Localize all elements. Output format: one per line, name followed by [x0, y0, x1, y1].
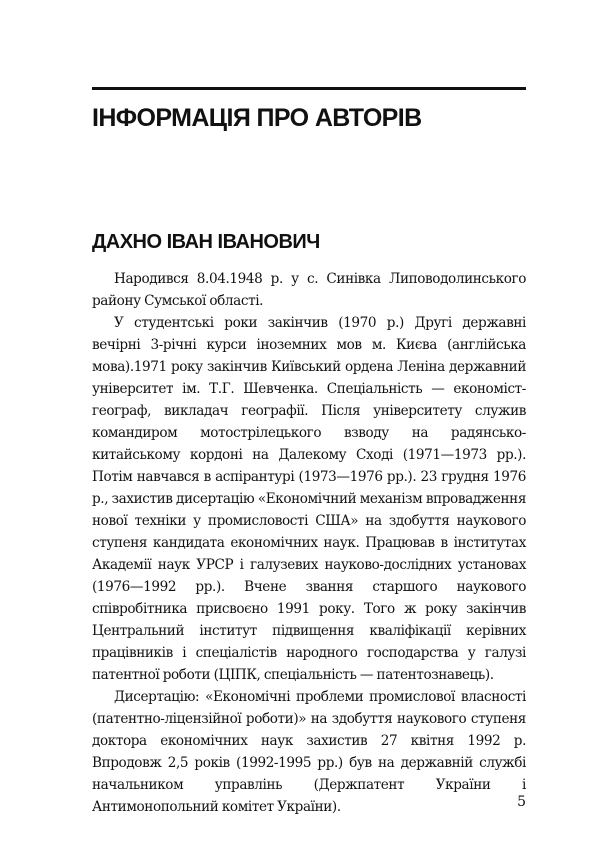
bio-paragraph-birth: Народився 8.04.1948 р. у с. Синівка Липоводолинського району Сумської області.	[92, 271, 526, 309]
page-number: 5	[517, 794, 526, 810]
section-title: ІНФОРМАЦІЯ ПРО АВТОРІВ	[92, 104, 422, 132]
author-name: ДАХНО ІВАН ІВАНОВИЧ	[92, 231, 320, 253]
author-biography	[92, 268, 526, 818]
bio-paragraph-career: У студентські роки закінчив (1970 р.) Другі державні вечірні 3-річні курси іноземних мов м. Києва (англійська мова).1971 року закінчив Київський ордена Леніна державний університет ім. Т.Г. Шевченка. Спеціальність — економіст-географ, викладач географії. Після університету служив командиром мотострілецького взводу на радянсько-китайському кордоні на Далекому Сході (1971—1973 рр.). Потім навчався в аспірантурі (1973—1976 рр.). 23 грудня 1976 р., захистив дисертацію «Економічний механізм впровадження нової техніки у промисловості США» на здобуття наукового ступеня кандидата економічних наук. Працював в інститутах Академії наук УРСР і галузевих науково-дослідних установах (1976—1992 рр.). Вчене звання старшого наукового співробітника присвоєно 1991 року. Того ж року закінчив Центральний інститут підвищення кваліфікації керівних працівників і спеціалістів народного господарства у галузі патентної роботи (ЦІПК, спеціальність — патентознавець).	[92, 315, 526, 683]
top-rule	[92, 87, 526, 90]
bio-paragraph-dissertation: Дисертацію: «Економічні проблеми промислової власності (патентно-ліцензійної роботи)» на здобуття наукового ступеня доктора економічних наук захистив 27 квітня 1992 р. Впродовж 2,5 років (1992-1995 рр.) був на державній службі начальником управлінь (Держпатент України і Антимонопольний комітет України).	[92, 689, 526, 815]
